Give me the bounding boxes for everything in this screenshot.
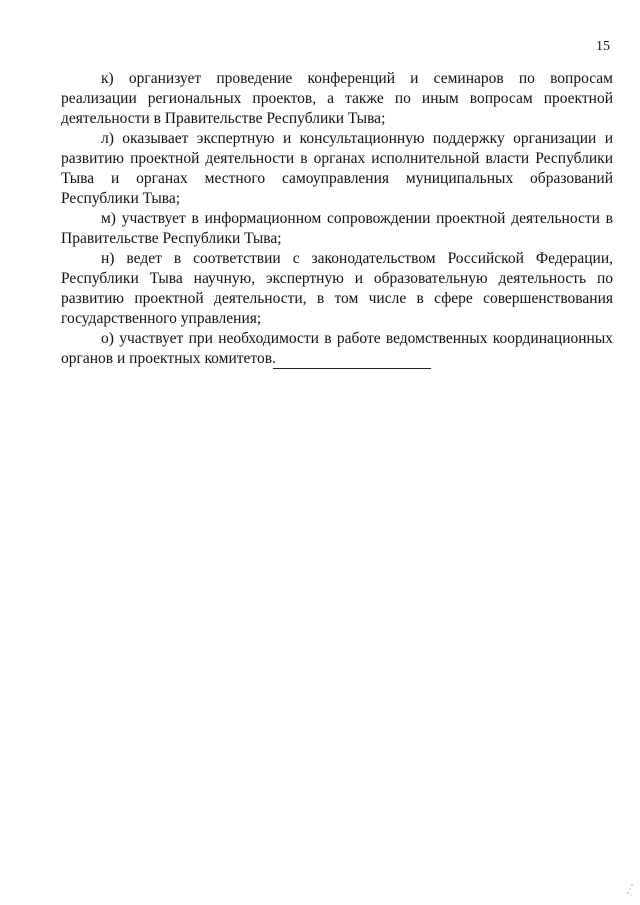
document-body <box>61 69 613 369</box>
page-number: 15 <box>596 39 610 54</box>
end-of-text-rule <box>273 368 431 369</box>
paragraph-m: м) участвует в информационном сопровождении проектной деятельности в Правительстве Республики Тыва; <box>61 210 613 247</box>
paragraph-o: о) участвует при необходимости в работе ведомственных координационных органов и проектных комитетов. <box>61 330 613 367</box>
scan-speck-mark <box>626 883 634 897</box>
paragraph-n: н) ведет в соответствии с законодательством Российской Федерации, Республики Тыва научную, экспертную и образовательную деятельность по развитию проектной деятельности, в том числе в сфере совершенствования государственного управления; <box>61 250 613 327</box>
paragraph-l: л) оказывает экспертную и консультационную поддержку организации и развитию проектной деятельности в органах исполнительной власти Республики Тыва и органах местного самоуправления муниципальных образований Республики Тыва; <box>61 130 613 207</box>
paragraph-k: к) организует проведение конференций и семинаров по вопросам реализации региональных проектов, а также по иным вопросам проектной деятельности в Правительстве Республики Тыва; <box>61 70 613 127</box>
